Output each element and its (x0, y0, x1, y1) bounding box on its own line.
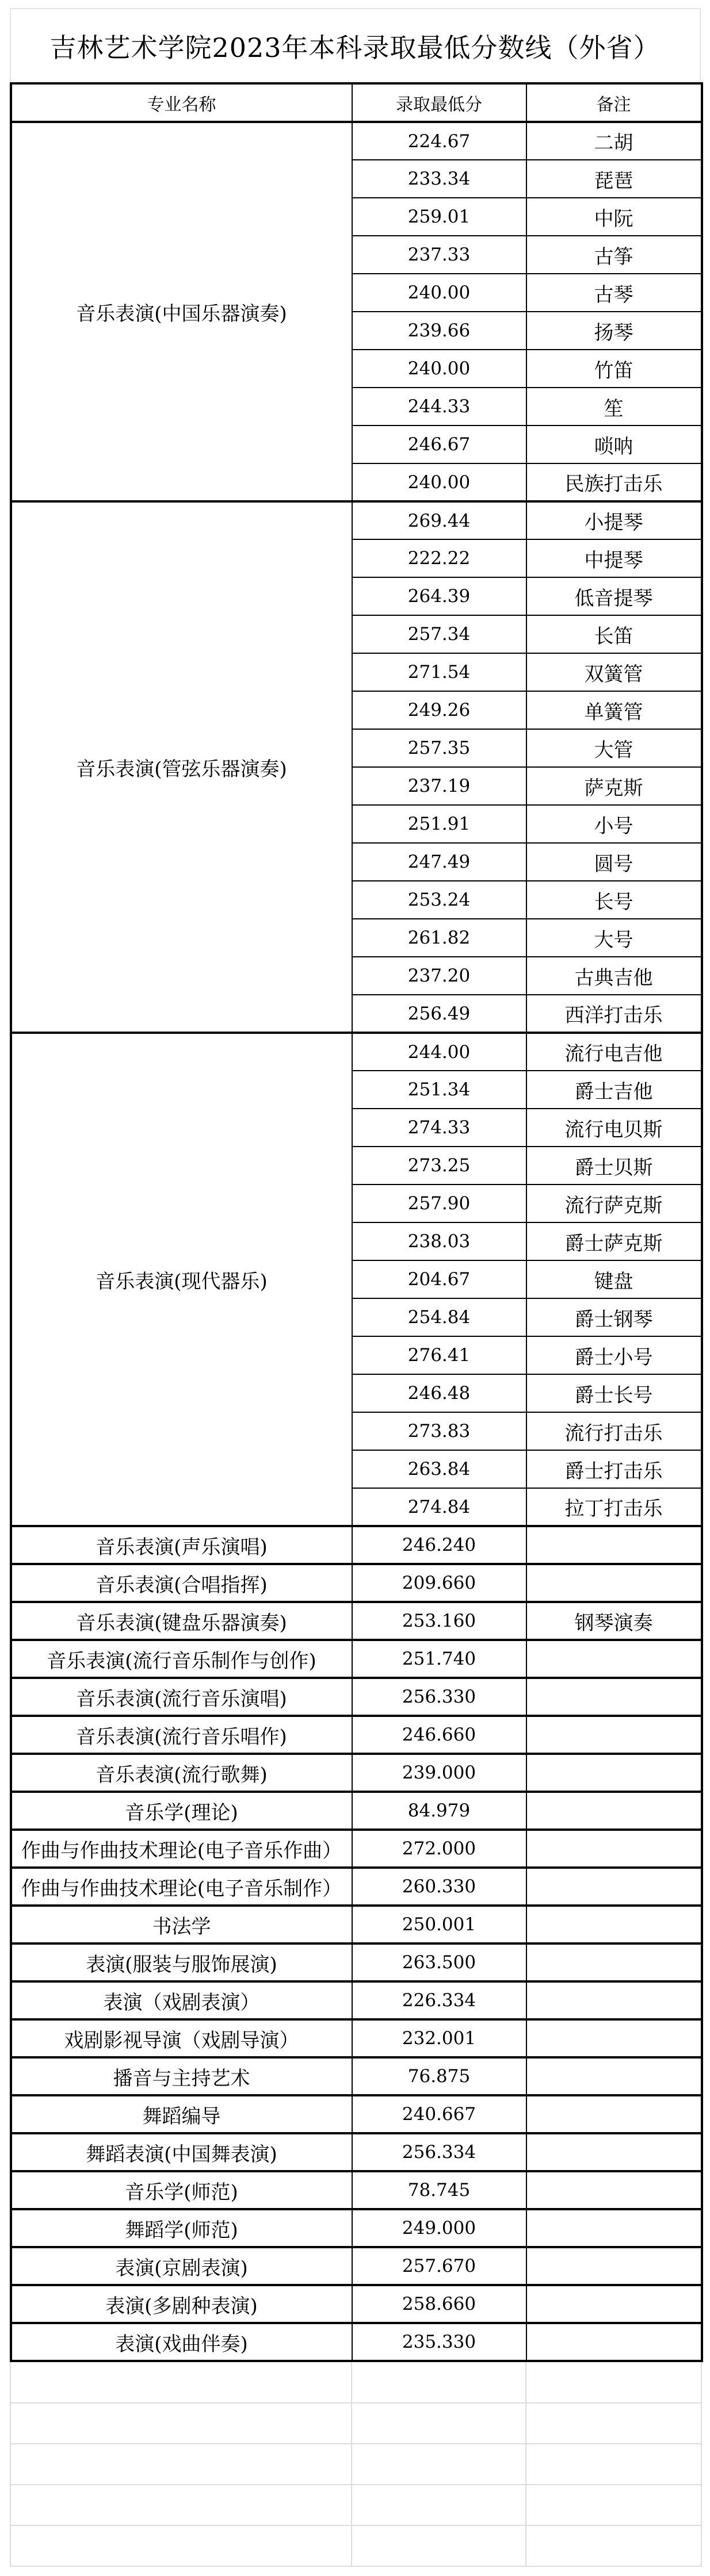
major-cell: 舞蹈学(师范) (11, 2209, 352, 2247)
table-row (11, 1564, 702, 1602)
score-cell: 84.979 (352, 1792, 526, 1830)
score-cell: 273.25 (352, 1147, 526, 1184)
remark-cell (526, 1943, 702, 1981)
remark-cell (526, 2285, 702, 2323)
empty-cell (352, 2485, 526, 2525)
score-cell: 257.34 (352, 615, 526, 653)
table-row (11, 1906, 702, 1943)
score-cell: 240.00 (352, 463, 526, 501)
remark-cell: 扬琴 (526, 312, 702, 350)
table-row (11, 2285, 702, 2323)
score-cell: 246.67 (352, 425, 526, 463)
score-cell: 246.48 (352, 1374, 526, 1412)
empty-row (10, 2525, 701, 2566)
score-cell: 235.330 (352, 2323, 526, 2361)
empty-cell (526, 2485, 701, 2525)
remark-cell: 双簧管 (526, 653, 702, 691)
score-cell: 273.83 (352, 1412, 526, 1450)
remark-cell (526, 1906, 702, 1943)
score-cell: 246.660 (352, 1716, 526, 1754)
score-cell: 232.001 (352, 2019, 526, 2057)
remark-cell (526, 2095, 702, 2133)
table-row (11, 1033, 702, 1071)
remark-cell: 流行电贝斯 (526, 1109, 702, 1147)
remark-cell: 流行打击乐 (526, 1412, 702, 1450)
major-cell: 舞蹈编导 (11, 2095, 352, 2133)
table-row (11, 122, 702, 160)
remark-cell: 竹笛 (526, 350, 702, 388)
column-header: 录取最低分 (352, 83, 526, 122)
remark-cell: 中提琴 (526, 539, 702, 577)
table-row (11, 1792, 702, 1830)
remark-cell: 爵士吉他 (526, 1071, 702, 1109)
remark-cell (526, 1792, 702, 1830)
remark-cell: 唢呐 (526, 425, 702, 463)
remark-cell: 爵士小号 (526, 1336, 702, 1374)
empty-cell (352, 2525, 526, 2566)
score-cell: 237.33 (352, 236, 526, 274)
remark-cell: 长笛 (526, 615, 702, 653)
score-cell: 222.22 (352, 539, 526, 577)
major-cell: 表演（戏剧表演） (11, 1981, 352, 2019)
score-cell: 244.33 (352, 388, 526, 425)
score-cell: 269.44 (352, 501, 526, 539)
column-header: 备注 (526, 83, 702, 122)
table-row (11, 1678, 702, 1716)
remark-cell (526, 1678, 702, 1716)
remark-cell: 键盘 (526, 1260, 702, 1298)
score-cell: 240.00 (352, 274, 526, 312)
score-cell: 251.34 (352, 1071, 526, 1109)
page-title: 吉林艺术学院2023年本科录取最低分数线（外省） (49, 32, 661, 63)
remark-cell (526, 2133, 702, 2171)
major-cell: 音乐表演(键盘乐器演奏) (11, 1602, 352, 1640)
remark-cell: 小提琴 (526, 501, 702, 539)
score-cell: 258.660 (352, 2285, 526, 2323)
score-cell: 251.91 (352, 805, 526, 843)
major-cell: 音乐表演(流行音乐唱作) (11, 1716, 352, 1754)
score-cell: 254.84 (352, 1298, 526, 1336)
empty-cell (10, 2403, 352, 2444)
remark-cell: 琵琶 (526, 160, 702, 198)
remark-cell: 二胡 (526, 122, 702, 160)
empty-row (10, 2362, 701, 2403)
remark-cell: 爵士萨克斯 (526, 1222, 702, 1260)
table-row (11, 1526, 702, 1564)
remark-cell: 古典吉他 (526, 957, 702, 995)
remark-cell (526, 2209, 702, 2247)
table-row (11, 2323, 702, 2361)
remark-cell: 爵士长号 (526, 1374, 702, 1412)
major-cell: 表演(多剧种表演) (11, 2285, 352, 2323)
empty-row (10, 2485, 701, 2525)
score-cell: 249.26 (352, 691, 526, 729)
score-cell: 253.160 (352, 1602, 526, 1640)
remark-cell: 中阮 (526, 198, 702, 236)
remark-cell: 民族打击乐 (526, 463, 702, 501)
major-cell: 音乐学(师范) (11, 2171, 352, 2209)
major-cell: 作曲与作曲技术理论(电子音乐制作） (11, 1868, 352, 1906)
sheet (10, 8, 701, 2567)
column-header: 专业名称 (11, 83, 352, 122)
remark-cell: 笙 (526, 388, 702, 425)
remark-cell: 大管 (526, 729, 702, 767)
remark-cell: 萨克斯 (526, 767, 702, 805)
score-cell: 250.001 (352, 1906, 526, 1943)
remark-cell: 流行电吉他 (526, 1033, 702, 1071)
score-cell: 272.000 (352, 1830, 526, 1868)
remark-cell (526, 1830, 702, 1868)
remark-cell (526, 1868, 702, 1906)
title-box (10, 8, 701, 82)
empty-cell (10, 2362, 352, 2403)
major-cell: 播音与主持艺术 (11, 2057, 352, 2095)
remark-cell: 大号 (526, 919, 702, 957)
empty-grid-body (10, 2362, 701, 2566)
table-row (11, 2019, 702, 2057)
table-row (11, 2057, 702, 2095)
remark-cell: 单簧管 (526, 691, 702, 729)
score-cell: 259.01 (352, 198, 526, 236)
remark-cell (526, 1716, 702, 1754)
table-row (11, 2209, 702, 2247)
empty-cell (10, 2525, 352, 2566)
score-cell: 257.35 (352, 729, 526, 767)
remark-cell (526, 1640, 702, 1678)
remark-cell: 流行萨克斯 (526, 1184, 702, 1222)
remark-cell (526, 2171, 702, 2209)
remark-cell: 西洋打击乐 (526, 995, 702, 1033)
score-cell: 240.00 (352, 350, 526, 388)
remark-cell: 爵士钢琴 (526, 1298, 702, 1336)
remark-cell: 低音提琴 (526, 577, 702, 615)
major-cell: 表演(京剧表演) (11, 2247, 352, 2285)
table-row (11, 501, 702, 539)
remark-cell (526, 2019, 702, 2057)
major-cell: 音乐学(理论) (11, 1792, 352, 1830)
remark-cell: 古筝 (526, 236, 702, 274)
major-cell: 书法学 (11, 1906, 352, 1943)
table-row (11, 1602, 702, 1640)
table-row (11, 1754, 702, 1792)
major-cell: 音乐表演(中国乐器演奏) (11, 122, 352, 501)
empty-cell (526, 2403, 701, 2444)
major-cell: 音乐表演(流行音乐制作与创作) (11, 1640, 352, 1678)
score-cell: 249.000 (352, 2209, 526, 2247)
table-row (11, 2247, 702, 2285)
remark-cell (526, 2057, 702, 2095)
major-cell: 戏剧影视导演（戏剧导演） (11, 2019, 352, 2057)
remark-cell (526, 2247, 702, 2285)
score-cell: 244.00 (352, 1033, 526, 1071)
score-cell: 251.740 (352, 1640, 526, 1678)
score-cell: 257.90 (352, 1184, 526, 1222)
score-cell: 240.667 (352, 2095, 526, 2133)
remark-cell (526, 1564, 702, 1602)
score-cell: 237.19 (352, 767, 526, 805)
table-row (11, 1981, 702, 2019)
score-cell: 247.49 (352, 843, 526, 881)
score-cell: 246.240 (352, 1526, 526, 1564)
score-cell: 263.84 (352, 1450, 526, 1488)
major-cell: 舞蹈表演(中国舞表演) (11, 2133, 352, 2171)
scores-table (10, 82, 703, 2362)
score-cell: 271.54 (352, 653, 526, 691)
major-cell: 表演(服装与服饰展演) (11, 1943, 352, 1981)
score-cell: 263.500 (352, 1943, 526, 1981)
empty-cell (352, 2444, 526, 2485)
remark-cell: 长号 (526, 881, 702, 919)
score-cell: 274.84 (352, 1488, 526, 1526)
major-cell: 音乐表演(流行歌舞) (11, 1754, 352, 1792)
score-cell: 274.33 (352, 1109, 526, 1147)
score-cell: 237.20 (352, 957, 526, 995)
remark-cell: 拉丁打击乐 (526, 1488, 702, 1526)
empty-cell (352, 2362, 526, 2403)
score-cell: 239.000 (352, 1754, 526, 1792)
empty-cell (526, 2525, 701, 2566)
table-row (11, 2095, 702, 2133)
remark-cell: 古琴 (526, 274, 702, 312)
major-cell: 作曲与作曲技术理论(电子音乐作曲） (11, 1830, 352, 1868)
empty-cell (10, 2485, 352, 2525)
empty-cell (526, 2444, 701, 2485)
score-cell: 209.660 (352, 1564, 526, 1602)
table-row (11, 2171, 702, 2209)
major-cell: 音乐表演(流行音乐演唱) (11, 1678, 352, 1716)
score-cell: 276.41 (352, 1336, 526, 1374)
remark-cell (526, 2323, 702, 2361)
major-cell: 表演(戏曲伴奏) (11, 2323, 352, 2361)
score-cell: 76.875 (352, 2057, 526, 2095)
header-row (11, 83, 702, 122)
empty-row (10, 2444, 701, 2485)
table-row (11, 1640, 702, 1678)
remark-cell: 爵士打击乐 (526, 1450, 702, 1488)
remark-cell: 钢琴演奏 (526, 1602, 702, 1640)
score-cell: 239.66 (352, 312, 526, 350)
major-cell: 音乐表演(管弦乐器演奏) (11, 501, 352, 1033)
table-row (11, 1868, 702, 1906)
score-cell: 256.334 (352, 2133, 526, 2171)
major-cell: 音乐表演(声乐演唱) (11, 1526, 352, 1564)
table-header (11, 83, 702, 122)
remark-cell: 圆号 (526, 843, 702, 881)
score-cell: 260.330 (352, 1868, 526, 1906)
empty-cell (526, 2362, 701, 2403)
score-cell: 257.670 (352, 2247, 526, 2285)
table-row (11, 1830, 702, 1868)
remark-cell (526, 1526, 702, 1564)
score-cell: 256.49 (352, 995, 526, 1033)
table-body (11, 122, 702, 2361)
score-cell: 261.82 (352, 919, 526, 957)
table-row (11, 2133, 702, 2171)
score-cell: 233.34 (352, 160, 526, 198)
score-cell: 253.24 (352, 881, 526, 919)
score-cell: 238.03 (352, 1222, 526, 1260)
score-cell: 78.745 (352, 2171, 526, 2209)
empty-row (10, 2403, 701, 2444)
remark-cell: 爵士贝斯 (526, 1147, 702, 1184)
score-cell: 264.39 (352, 577, 526, 615)
remark-cell: 小号 (526, 805, 702, 843)
empty-grid (10, 2362, 702, 2567)
table-row (11, 1716, 702, 1754)
major-cell: 音乐表演(现代器乐) (11, 1033, 352, 1526)
score-cell: 224.67 (352, 122, 526, 160)
remark-cell (526, 1981, 702, 2019)
score-cell: 226.334 (352, 1981, 526, 2019)
major-cell: 音乐表演(合唱指挥) (11, 1564, 352, 1602)
remark-cell (526, 1754, 702, 1792)
empty-cell (10, 2444, 352, 2485)
score-cell: 256.330 (352, 1678, 526, 1716)
score-cell: 204.67 (352, 1260, 526, 1298)
table-row (11, 1943, 702, 1981)
empty-cell (352, 2403, 526, 2444)
